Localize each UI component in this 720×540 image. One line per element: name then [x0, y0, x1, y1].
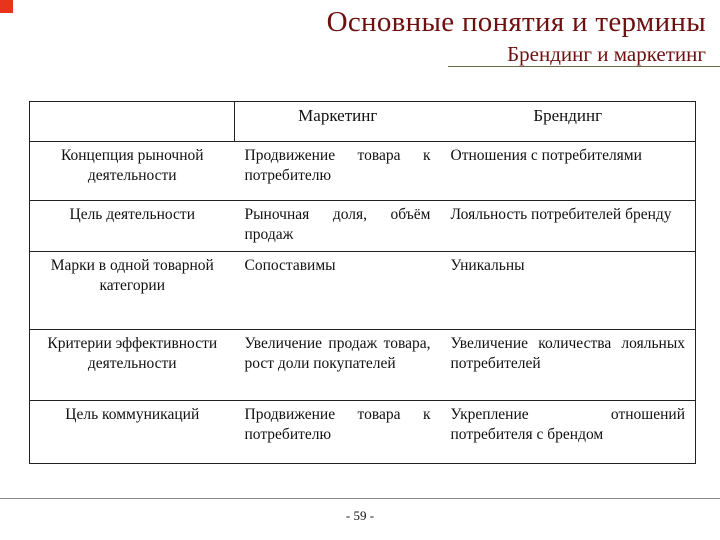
- page-number: - 59 -: [345, 508, 375, 523]
- row-label: Цель деятельности: [30, 201, 235, 252]
- marketing-cell: Рыночная доля, объём продаж: [235, 201, 441, 252]
- row-label: Марки в одной товарной категории: [30, 252, 235, 330]
- branding-cell: Отношения с потребителями: [441, 142, 696, 201]
- page-subtitle: Брендинг и маркетинг: [507, 42, 706, 66]
- row-label: Цель коммуникаций: [30, 401, 235, 464]
- branding-cell: Увеличение количества лояльных потребителей: [441, 330, 696, 401]
- table-row: [30, 142, 696, 201]
- table-row: [30, 330, 696, 401]
- marketing-cell: Сопоставимы: [235, 252, 441, 330]
- row-label: Критерии эффективности деятельности: [30, 330, 235, 401]
- branding-cell: Уникальны: [441, 252, 696, 330]
- footer-divider: [0, 498, 720, 499]
- corner-accent-square: [0, 0, 13, 13]
- page-title: Основные понятия и термины: [326, 6, 706, 38]
- header-cell-empty: [30, 102, 235, 142]
- marketing-cell: Продвижение товара к потребителю: [235, 401, 441, 464]
- table-header-row: [30, 102, 696, 142]
- row-label: Концепция рыночной деятельности: [30, 142, 235, 201]
- header-cell-branding: Брендинг: [441, 102, 696, 142]
- title-divider: [448, 66, 720, 67]
- table-row: [30, 401, 696, 464]
- branding-cell: Укрепление отношений потребителя с брендом: [441, 401, 696, 464]
- table-row: [30, 201, 696, 252]
- branding-cell: Лояльность потребителей бренду: [441, 201, 696, 252]
- table-row: [30, 252, 696, 330]
- comparison-table: [29, 101, 696, 464]
- marketing-cell: Увеличение продаж товара, рост доли покупателей: [235, 330, 441, 401]
- header-cell-marketing: Маркетинг: [235, 102, 441, 142]
- marketing-cell: Продвижение товара к потребителю: [235, 142, 441, 201]
